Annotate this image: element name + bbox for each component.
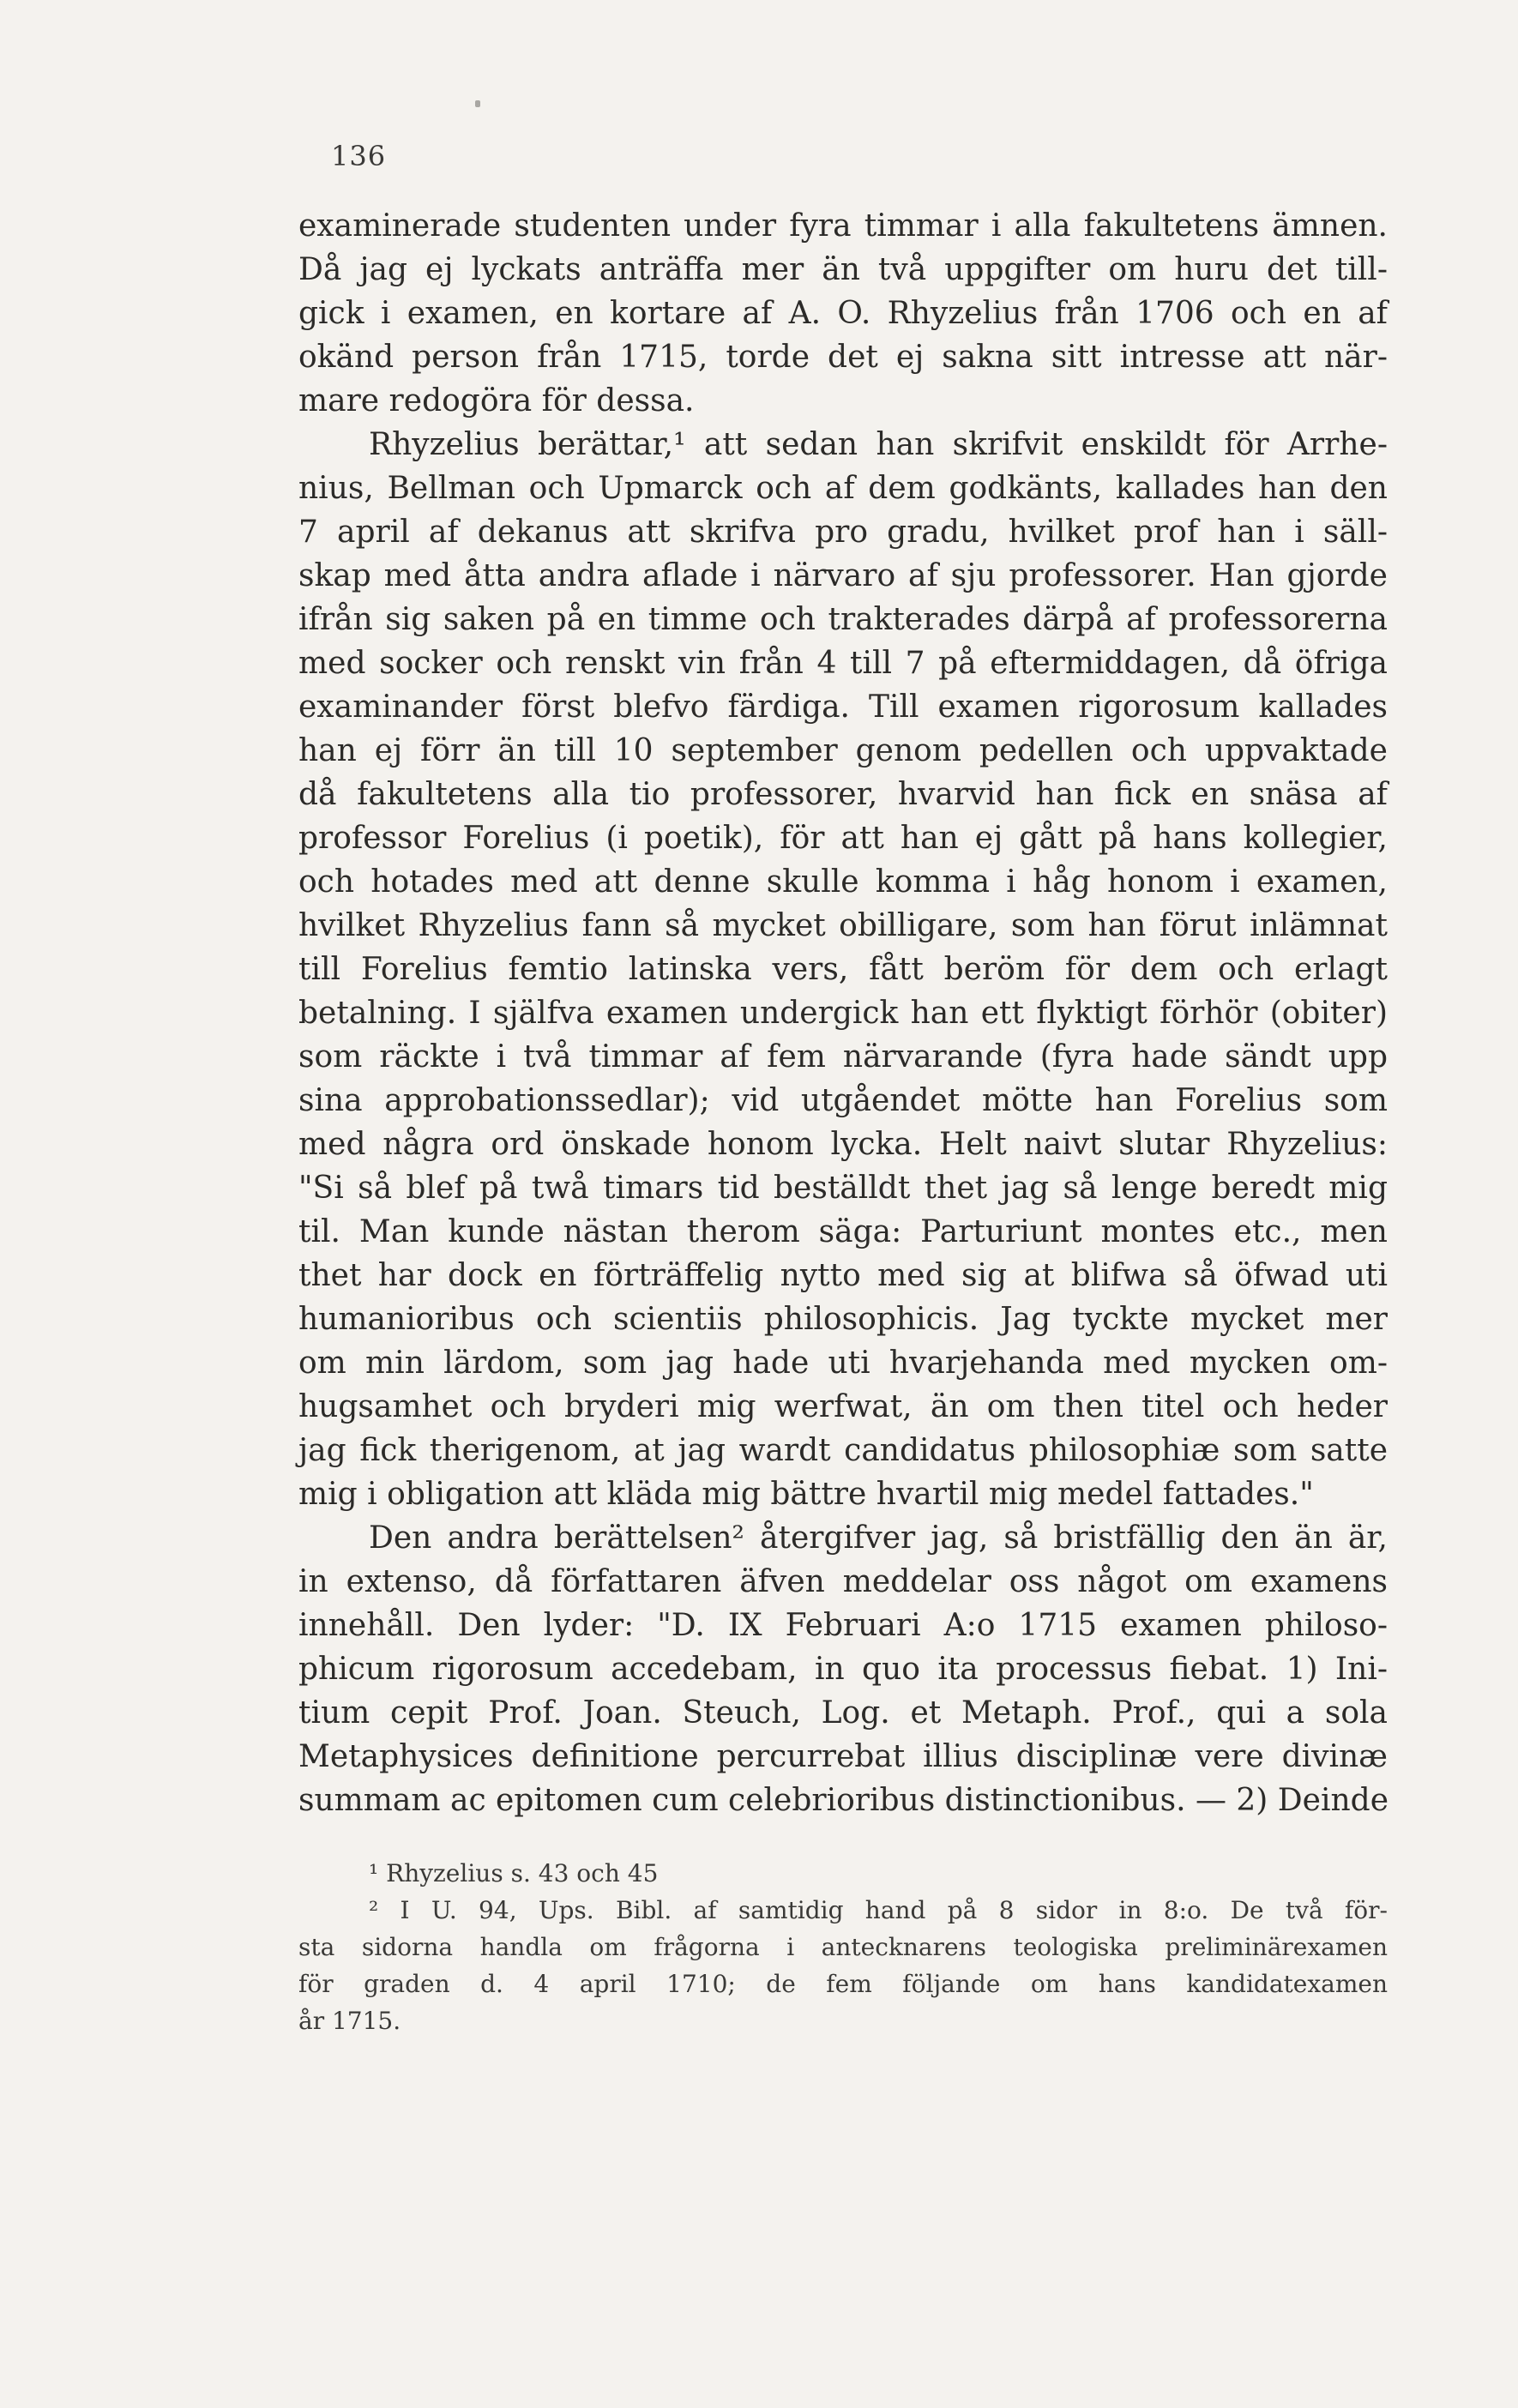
text-line: "Si så blef på twå timars tid beställdt thet jag så lenge beredt mig — [298, 1171, 1388, 1206]
text-line: Då jag ej lyckats anträffa mer än två uppgifter om huru det till- — [298, 252, 1388, 287]
text-line: 7 april af dekanus att skrifva pro gradu, hvilket prof han i säll- — [298, 515, 1388, 550]
text-line: hugsamhet och bryderi mig werfwat, än om then titel och heder — [298, 1389, 1388, 1424]
text-line: okänd person från 1715, torde det ej sakna sitt intresse att när- — [298, 340, 1388, 375]
text-line: Metaphysices definitione percurrebat illius disciplinæ vere divinæ — [298, 1739, 1388, 1774]
main-text — [298, 204, 1388, 1822]
text-line: thet har dock en förträffelig nytto med sig at blifwa så öfwad uti — [298, 1258, 1388, 1293]
text-line: med socker och renskt vin från 4 till 7 på eftermiddagen, då öfriga — [298, 646, 1388, 681]
text-line: som räckte i två timmar af fem närvarande (fyra hade sändt upp — [298, 1039, 1388, 1075]
text-line: då fakultetens alla tio professorer, hvarvid han fick en snäsa af — [298, 777, 1388, 812]
footnote-line: sta sidorna handla om frågorna i antecknarens teologiska preliminärexamen — [298, 1933, 1388, 1961]
text-line: til. Man kunde nästan therom säga: Parturiunt montes etc., men — [298, 1214, 1388, 1249]
text-line: in extenso, då författaren äfven meddelar oss något om examens — [298, 1564, 1388, 1599]
text-line: gick i examen, en kortare af A. O. Rhyzelius från 1706 och en af — [298, 296, 1388, 331]
text-line: tium cepit Prof. Joan. Steuch, Log. et Metaph. Prof., qui a sola — [298, 1695, 1388, 1731]
text-line: phicum rigorosum accedebam, in quo ita processus fiebat. 1) Ini- — [298, 1652, 1388, 1687]
text-line: jag fick therigenom, at jag wardt candidatus philosophiæ som satte — [298, 1433, 1388, 1468]
text-line: mig i obligation att kläda mig bättre hvartil mig medel fattades." — [298, 1477, 1314, 1512]
text-line: till Forelius femtio latinska vers, fått beröm för dem och erlagt — [298, 952, 1388, 987]
text-line: summam ac epitomen cum celebrioribus distinctionibus. — 2) Deinde — [298, 1783, 1389, 1818]
text-line: skap med åtta andra aflade i närvaro af sju professorer. Han gjorde — [298, 558, 1388, 593]
text-line: mare redogöra för dessa. — [298, 383, 695, 418]
footnote-line: ² I U. 94, Ups. Bibl. af samtidig hand på 8 sidor in 8:o. De två för- — [369, 1896, 1388, 1924]
text-line: sina approbationssedlar); vid utgåendet mötte han Forelius som — [298, 1083, 1388, 1118]
text-line: med några ord önskade honom lycka. Helt naivt slutar Rhyzelius: — [298, 1127, 1388, 1162]
text-line: professor Forelius (i poetik), för att han ej gått på hans kollegier, — [298, 821, 1388, 856]
footnotes — [298, 1855, 1388, 2039]
text-line: Den andra berättelsen² återgifver jag, så bristfällig den än är, — [369, 1520, 1388, 1556]
scan-speck — [475, 100, 480, 107]
footnote-line: ¹ Rhyzelius s. 43 och 45 — [369, 1859, 659, 1887]
text-line: och hotades med att denne skulle komma i håg honom i examen, — [298, 864, 1388, 900]
text-line: om min lärdom, som jag hade uti hvarjehanda med mycken om- — [298, 1345, 1388, 1381]
text-line: han ej förr än till 10 september genom pedellen och uppvaktade — [298, 733, 1388, 768]
text-line: innehåll. Den lyder: "D. IX Februari A:o 1715 examen philoso- — [298, 1608, 1388, 1643]
text-line: ifrån sig saken på en timme och trakterades därpå af professorerna — [298, 602, 1388, 637]
page-number: 136 — [331, 140, 387, 172]
text-line: examinander först blefvo färdiga. Till examen rigorosum kallades — [298, 689, 1388, 725]
text-line: examinerade studenten under fyra timmar i alla fakultetens ämnen. — [298, 208, 1388, 244]
text-line: Rhyzelius berättar,¹ att sedan han skrifvit enskildt för Arrhe- — [369, 427, 1388, 462]
footnote-line: år 1715. — [298, 2007, 401, 2035]
footnote-line: för graden d. 4 april 1710; de fem följande om hans kandidatexamen — [298, 1970, 1388, 1998]
text-line: betalning. I själfva examen undergick han ett flyktigt förhör (obiter) — [298, 996, 1388, 1031]
text-line: humanioribus och scientiis philosophicis. Jag tyckte mycket mer — [298, 1302, 1388, 1337]
text-line: hvilket Rhyzelius fann så mycket obilligare, som han förut inlämnat — [298, 908, 1388, 943]
text-line: nius, Bellman och Upmarck och af dem godkänts, kallades han den — [298, 471, 1388, 506]
